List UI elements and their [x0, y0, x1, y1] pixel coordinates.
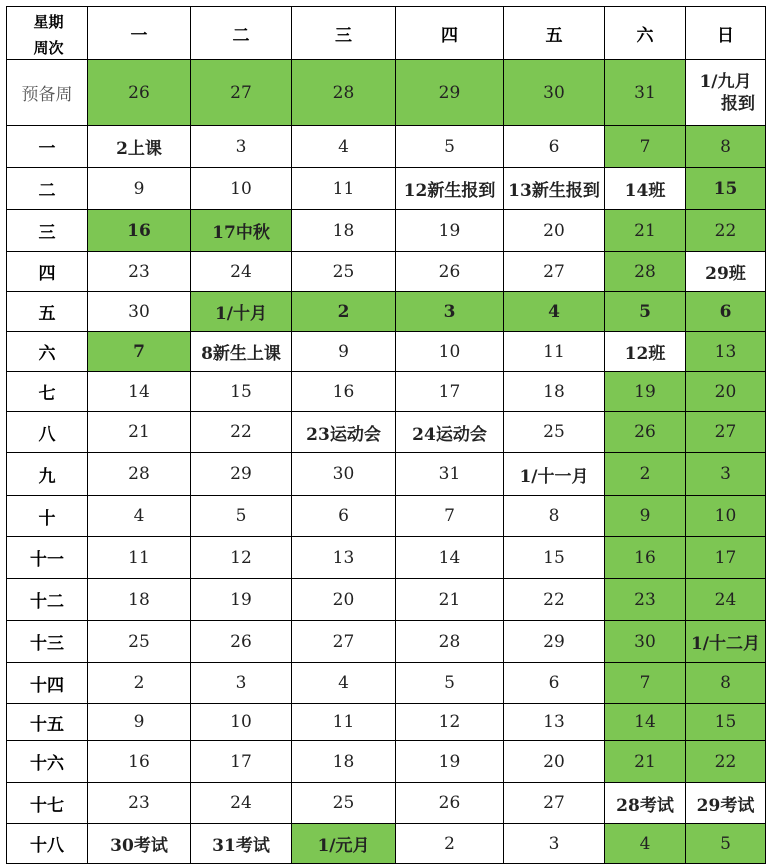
day-cell: 26	[605, 412, 686, 453]
day-cell: 30	[88, 292, 191, 332]
day-cell: 19	[396, 210, 504, 252]
day-cell: 6	[292, 496, 396, 537]
day-cell: 12班	[605, 332, 686, 372]
day-cell: 20	[504, 210, 605, 252]
day-cell: 17中秋	[191, 210, 292, 252]
day-cell: 30	[605, 621, 686, 663]
week-label: 十二	[7, 579, 88, 621]
day-cell: 27	[292, 621, 396, 663]
corner-label-week: 周次	[33, 39, 64, 57]
day-cell: 1/元月	[292, 824, 396, 864]
week-label: 三	[7, 210, 88, 252]
day-cell: 31	[605, 60, 686, 126]
day-header-fri: 五	[504, 7, 605, 60]
day-cell: 23	[88, 783, 191, 824]
day-cell: 29班	[686, 252, 766, 292]
day-header-sun: 日	[686, 7, 766, 60]
day-cell: 20	[504, 741, 605, 783]
day-cell: 23	[88, 252, 191, 292]
day-cell: 26	[396, 783, 504, 824]
day-cell: 9	[292, 332, 396, 372]
day-cell: 11	[504, 332, 605, 372]
corner-label-weekday: 星期	[33, 13, 64, 31]
day-cell: 28	[396, 621, 504, 663]
day-cell-text: 1/九月	[699, 71, 752, 92]
day-cell: 26	[191, 621, 292, 663]
day-cell: 5	[191, 496, 292, 537]
week-row	[7, 783, 766, 824]
day-cell: 13	[504, 704, 605, 741]
day-cell: 3	[686, 453, 766, 496]
day-cell: 26	[88, 60, 191, 126]
week-label: 十一	[7, 537, 88, 579]
day-cell: 29	[191, 453, 292, 496]
week-label: 十七	[7, 783, 88, 824]
day-cell: 7	[396, 496, 504, 537]
day-cell: 18	[292, 741, 396, 783]
day-cell: 27	[504, 783, 605, 824]
day-cell: 8	[504, 496, 605, 537]
day-cell: 25	[88, 621, 191, 663]
day-cell: 16	[88, 741, 191, 783]
day-cell: 25	[292, 252, 396, 292]
week-row	[7, 621, 766, 663]
day-cell: 12	[191, 537, 292, 579]
week-label: 一	[7, 126, 88, 168]
day-cell: 22	[686, 741, 766, 783]
day-cell: 8新生上课	[191, 332, 292, 372]
school-calendar-table	[6, 6, 766, 864]
week-row	[7, 372, 766, 412]
day-cell: 16	[88, 210, 191, 252]
day-cell: 10	[686, 496, 766, 537]
day-cell: 4	[88, 496, 191, 537]
day-cell: 17	[191, 741, 292, 783]
day-cell: 9	[88, 168, 191, 210]
day-cell: 21	[605, 741, 686, 783]
day-header-sat: 六	[605, 7, 686, 60]
day-cell: 5	[686, 824, 766, 864]
week-label: 二	[7, 168, 88, 210]
week-row	[7, 252, 766, 292]
day-cell: 24	[191, 252, 292, 292]
day-cell: 16	[605, 537, 686, 579]
day-cell: 5	[605, 292, 686, 332]
day-cell: 18	[504, 372, 605, 412]
day-cell: 15	[504, 537, 605, 579]
day-cell: 3	[191, 663, 292, 704]
week-label: 七	[7, 372, 88, 412]
week-row	[7, 126, 766, 168]
week-row	[7, 210, 766, 252]
day-cell: 2	[88, 663, 191, 704]
day-cell: 2	[605, 453, 686, 496]
day-cell: 22	[504, 579, 605, 621]
day-cell: 21	[88, 412, 191, 453]
week-label: 四	[7, 252, 88, 292]
week-row	[7, 537, 766, 579]
day-cell-text-line2: 报到	[721, 93, 755, 114]
day-cell: 14	[605, 704, 686, 741]
day-cell: 11	[292, 168, 396, 210]
day-cell: 2	[292, 292, 396, 332]
week-label: 十三	[7, 621, 88, 663]
day-cell: 29考试	[686, 783, 766, 824]
week-row	[7, 332, 766, 372]
day-header-thu: 四	[396, 7, 504, 60]
day-cell: 7	[88, 332, 191, 372]
week-label: 十	[7, 496, 88, 537]
day-cell: 4	[292, 126, 396, 168]
week-row	[7, 168, 766, 210]
day-cell: 17	[686, 537, 766, 579]
day-cell: 3	[191, 126, 292, 168]
week-label: 五	[7, 292, 88, 332]
day-cell: 19	[191, 579, 292, 621]
week-row	[7, 663, 766, 704]
day-cell: 28	[605, 252, 686, 292]
day-cell: 23	[605, 579, 686, 621]
day-cell: 21	[605, 210, 686, 252]
day-cell: 15	[191, 372, 292, 412]
day-cell: 12	[396, 704, 504, 741]
day-cell: 20	[686, 372, 766, 412]
header-corner	[7, 7, 88, 60]
day-cell: 27	[191, 60, 292, 126]
day-cell: 10	[191, 168, 292, 210]
week-row	[7, 579, 766, 621]
day-cell: 30	[292, 453, 396, 496]
day-cell: 4	[504, 292, 605, 332]
day-cell: 28	[88, 453, 191, 496]
day-cell: 22	[686, 210, 766, 252]
day-cell: 1/十月	[191, 292, 292, 332]
day-cell: 29	[396, 60, 504, 126]
week-label: 十四	[7, 663, 88, 704]
day-cell: 27	[504, 252, 605, 292]
day-cell: 7	[605, 126, 686, 168]
day-cell: 9	[605, 496, 686, 537]
day-cell: 27	[686, 412, 766, 453]
day-cell: 17	[396, 372, 504, 412]
day-cell: 29	[504, 621, 605, 663]
day-header-wed: 三	[292, 7, 396, 60]
day-cell: 15	[686, 168, 766, 210]
day-cell: 3	[396, 292, 504, 332]
week-label: 八	[7, 412, 88, 453]
day-cell: 13新生报到	[504, 168, 605, 210]
day-cell: 6	[686, 292, 766, 332]
day-cell: 1/十二月	[686, 621, 766, 663]
week-row	[7, 412, 766, 453]
week-row	[7, 824, 766, 864]
day-cell: 4	[605, 824, 686, 864]
day-cell: 5	[396, 126, 504, 168]
calendar-body	[7, 7, 766, 864]
day-cell: 13	[686, 332, 766, 372]
day-cell: 30考试	[88, 824, 191, 864]
day-cell: 2上课	[88, 126, 191, 168]
week-row	[7, 60, 766, 126]
day-cell: 3	[504, 824, 605, 864]
day-cell: 31考试	[191, 824, 292, 864]
day-cell: 6	[504, 663, 605, 704]
day-cell: 30	[504, 60, 605, 126]
day-cell: 28考试	[605, 783, 686, 824]
day-cell: 5	[396, 663, 504, 704]
day-cell: 13	[292, 537, 396, 579]
day-cell: 4	[292, 663, 396, 704]
day-cell	[686, 60, 766, 126]
day-cell: 24	[686, 579, 766, 621]
day-cell: 18	[88, 579, 191, 621]
day-cell: 2	[396, 824, 504, 864]
day-cell: 24运动会	[396, 412, 504, 453]
day-cell: 11	[88, 537, 191, 579]
day-cell: 16	[292, 372, 396, 412]
day-cell: 14	[88, 372, 191, 412]
day-cell: 18	[292, 210, 396, 252]
day-cell: 10	[396, 332, 504, 372]
day-cell: 23运动会	[292, 412, 396, 453]
day-cell: 20	[292, 579, 396, 621]
day-cell: 10	[191, 704, 292, 741]
day-cell: 15	[686, 704, 766, 741]
day-cell: 9	[88, 704, 191, 741]
week-label: 十六	[7, 741, 88, 783]
day-cell: 1/十一月	[504, 453, 605, 496]
week-row	[7, 741, 766, 783]
week-row	[7, 704, 766, 741]
week-label: 六	[7, 332, 88, 372]
day-cell: 8	[686, 663, 766, 704]
day-cell: 7	[605, 663, 686, 704]
week-row	[7, 453, 766, 496]
week-row	[7, 292, 766, 332]
day-header-tue: 二	[191, 7, 292, 60]
day-cell: 14	[396, 537, 504, 579]
day-cell: 28	[292, 60, 396, 126]
day-cell: 25	[292, 783, 396, 824]
day-cell: 21	[396, 579, 504, 621]
week-row	[7, 496, 766, 537]
day-cell: 24	[191, 783, 292, 824]
day-cell: 19	[605, 372, 686, 412]
day-cell: 31	[396, 453, 504, 496]
day-cell: 12新生报到	[396, 168, 504, 210]
day-cell: 14班	[605, 168, 686, 210]
week-label: 十八	[7, 824, 88, 864]
day-cell: 11	[292, 704, 396, 741]
day-cell: 6	[504, 126, 605, 168]
day-cell: 22	[191, 412, 292, 453]
day-cell: 8	[686, 126, 766, 168]
day-cell: 19	[396, 741, 504, 783]
week-label: 十五	[7, 704, 88, 741]
day-cell: 25	[504, 412, 605, 453]
prep-week-label: 预备周	[7, 60, 88, 126]
day-header-mon: 一	[88, 7, 191, 60]
week-label: 九	[7, 453, 88, 496]
day-cell: 26	[396, 252, 504, 292]
header-row	[7, 7, 766, 60]
